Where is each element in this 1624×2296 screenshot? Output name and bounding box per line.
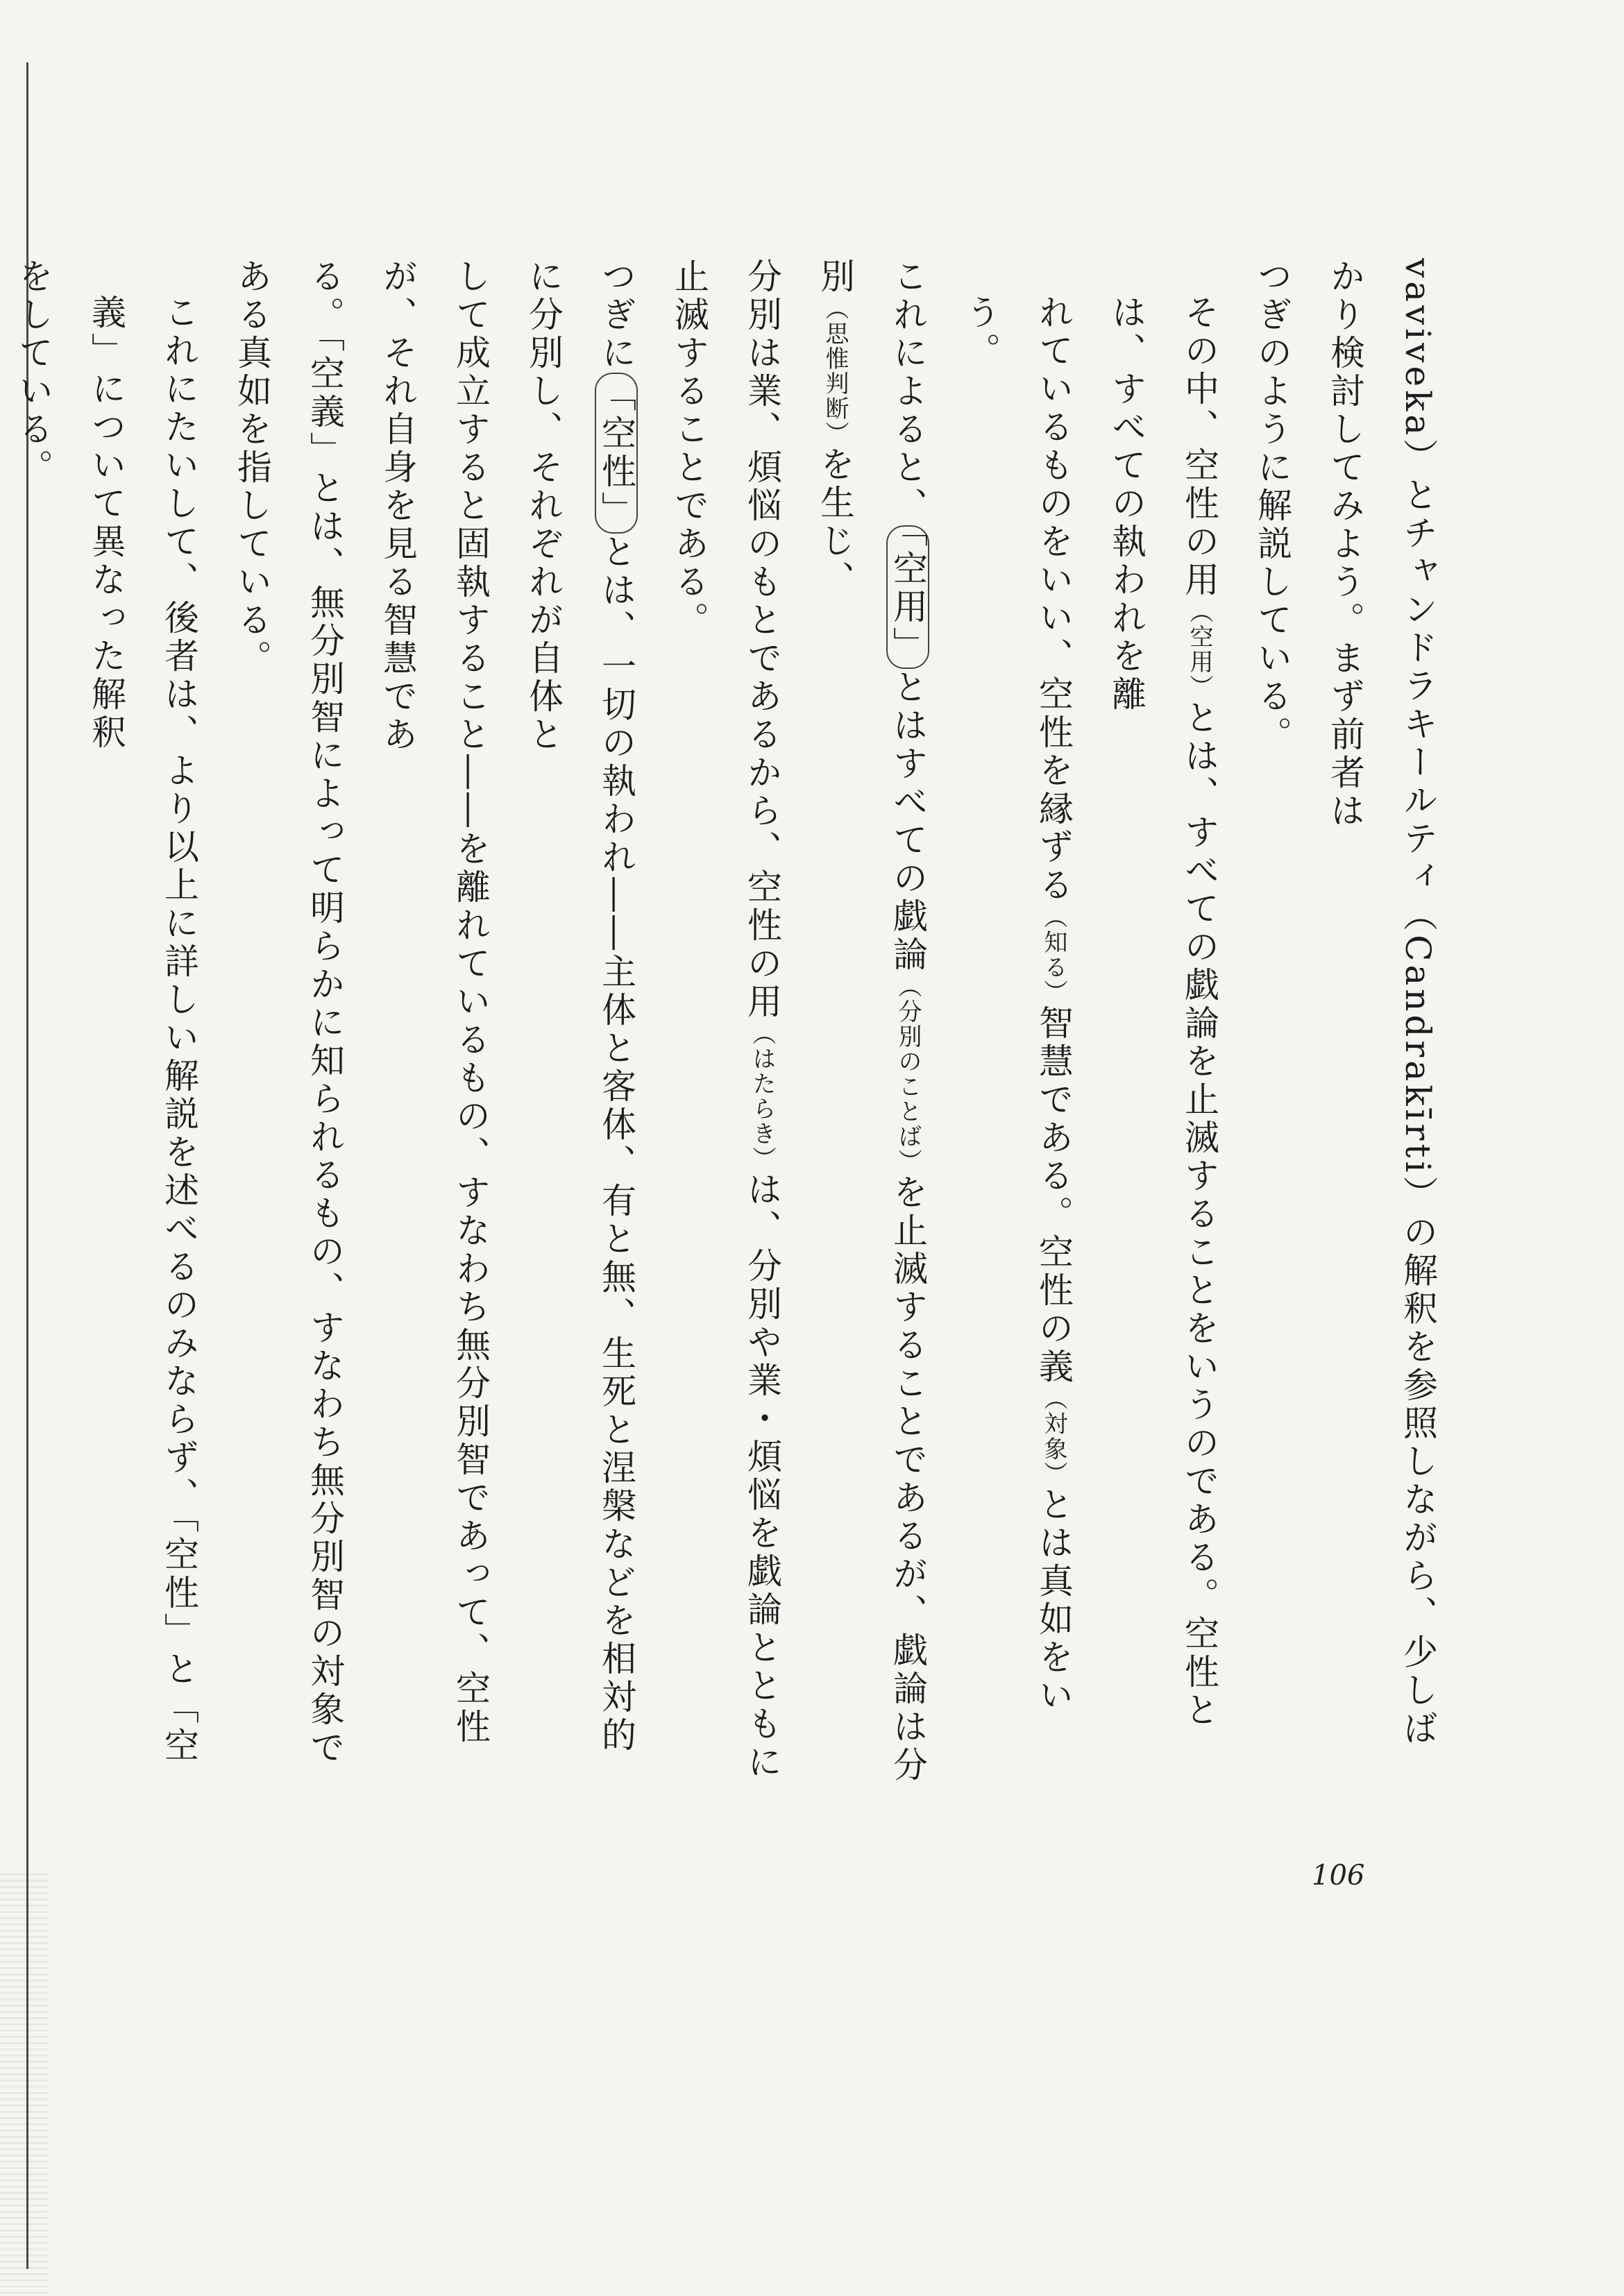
annotation: （分別のことば）: [894, 974, 922, 1174]
text-segment: vaviveka）とチャンドラキールティ（Candrakīrti）の解釈を参照しながら、少しばかり検討してみよう。まず前者は: [1325, 258, 1438, 1749]
text-line-6: [652, 258, 798, 1785]
text-segment: れているものをいい、空性を縁ずる: [1033, 294, 1074, 905]
annotation: （知る）: [1040, 905, 1067, 1005]
text-line-8: [361, 258, 507, 1785]
text-segment: をしている。: [13, 258, 53, 487]
text-segment: つぎに: [596, 258, 636, 373]
annotation: （はたらき）: [748, 1021, 776, 1171]
text-line-2: [1235, 258, 1308, 1785]
binding-edge-shadow: [0, 1873, 49, 2296]
text-segment: して成立すると固執すること――を離れているもの、すなわち無分別智であって、空性が、それ自身を見る智慧であ: [378, 258, 491, 1746]
text-segment: は、分別や業・煩悩を戯論とともに止滅することである。: [669, 258, 782, 1782]
text-line-4: [944, 258, 1090, 1785]
text-segment: を止滅することであるが、戯論は分別: [815, 258, 928, 1785]
text-segment: これにたいして、後者は、より以上に詳しい解説を述べるのみならず、「空性」と「空義」について異なった解釈: [86, 294, 199, 1765]
text-segment: 智慧である。空性の義: [1033, 1005, 1074, 1386]
text-line-7: [507, 258, 652, 1785]
text-segment: その中、空性の用: [1179, 294, 1219, 599]
text-segment: これによると、: [888, 258, 928, 525]
text-segment: とは、一切の執われ――主体と客体、有と無、生死と涅槃などを相対的に分別し、それぞれが自体と: [523, 258, 636, 1755]
text-segment: とは、すべての戯論を止滅することをいうのである。空性とは、すべての執われを離: [1106, 294, 1219, 1730]
circled-term: 「空性」: [595, 373, 638, 534]
annotation: （空用）: [1185, 599, 1213, 699]
vertical-text-body: [13, 258, 1454, 1785]
text-line-10: [69, 258, 215, 1785]
annotation: （対象）: [1040, 1386, 1067, 1486]
text-line-5: [798, 258, 944, 1785]
text-segment: とは真如をいう。: [961, 294, 1074, 1715]
text-line-9: [215, 258, 361, 1785]
text-segment: つぎのように解説している。: [1252, 258, 1292, 754]
text-line-11: [0, 258, 69, 1785]
annotation: （思惟判断）: [821, 296, 849, 446]
text-segment: とはすべての戯論: [888, 669, 928, 974]
page-number: 106: [1312, 1860, 1365, 1891]
text-segment: る。「空義」とは、無分別智によって明らかに知られるもの、すなわち無分別智の対象である真如を指している。: [232, 258, 345, 1767]
circled-term: 「空用」: [886, 525, 929, 669]
text-segment: を生じ、: [815, 446, 855, 599]
text-segment: 分別は業、煩悩のもとであるから、空性の用: [742, 258, 782, 1021]
text-line-1: [1308, 258, 1454, 1785]
text-line-3: [1090, 258, 1235, 1785]
